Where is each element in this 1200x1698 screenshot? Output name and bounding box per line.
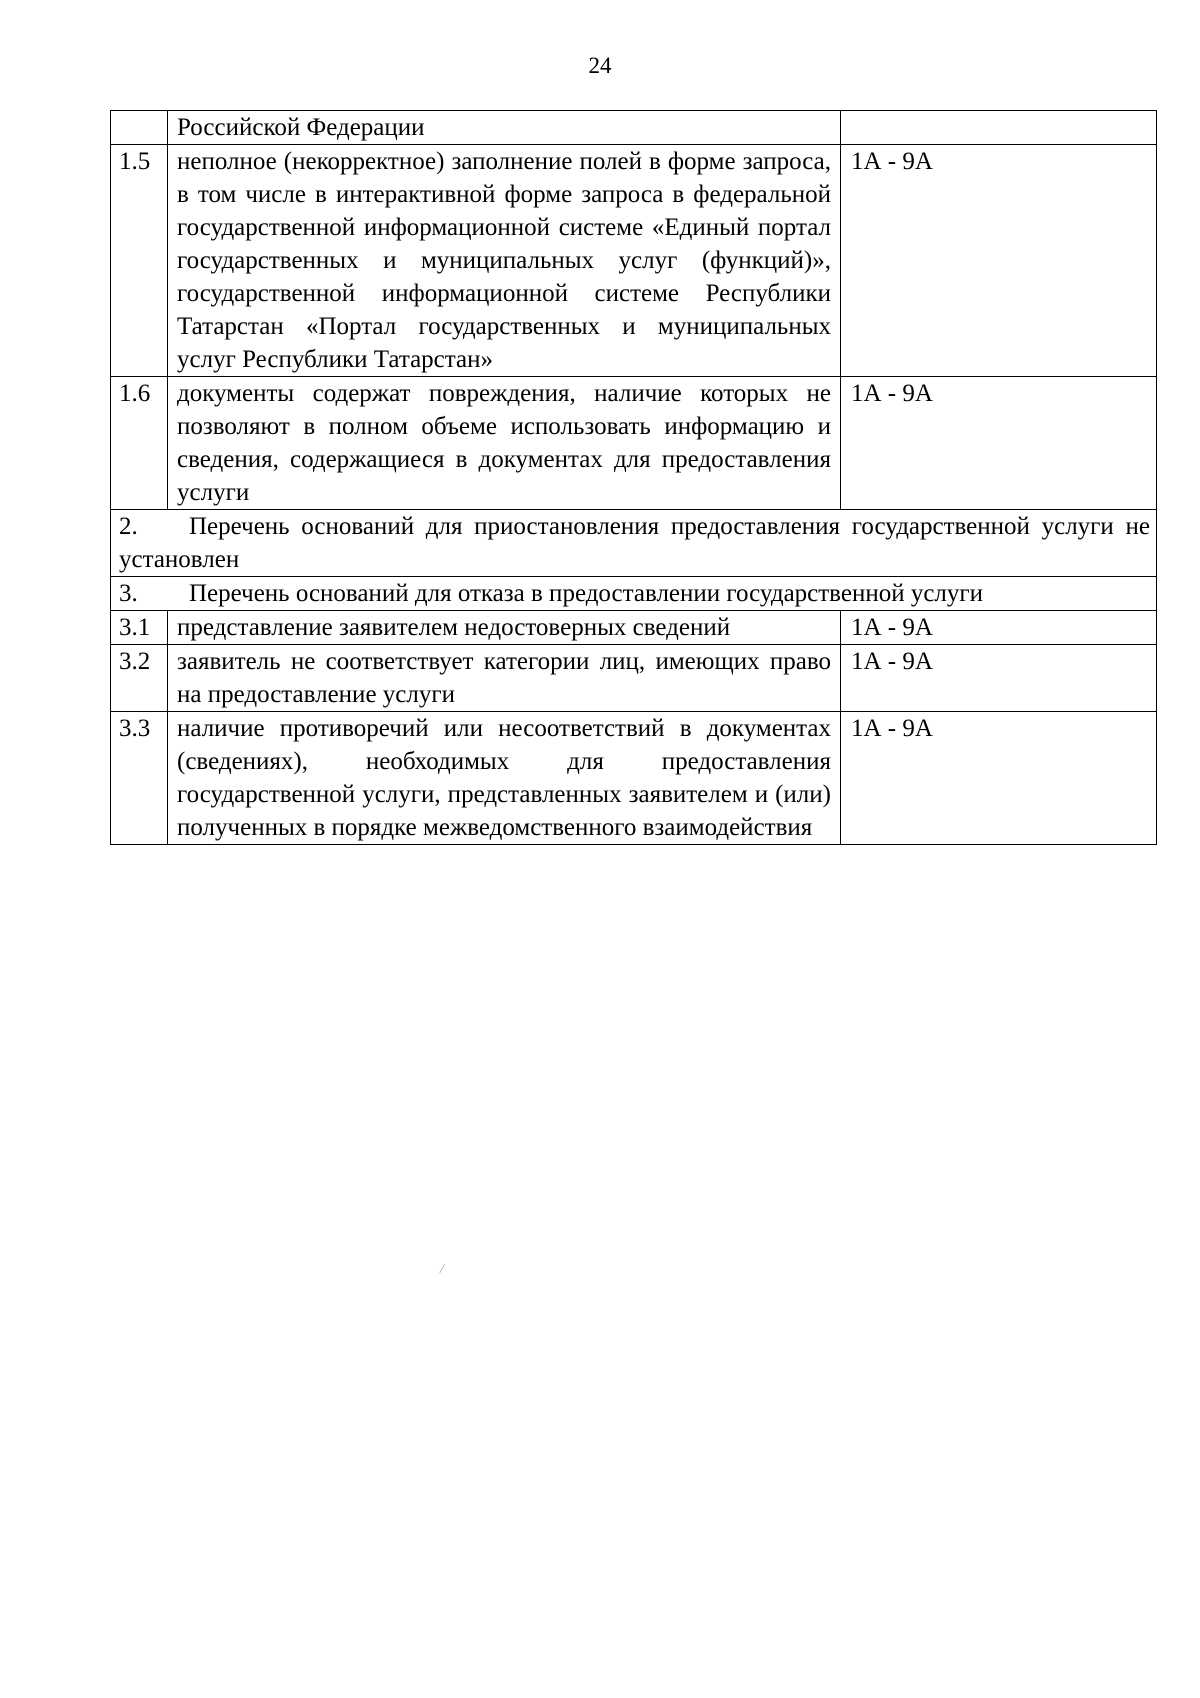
row-number: 3.1	[111, 611, 168, 645]
section-number: 3.	[119, 580, 138, 607]
row-description: Российской Федерации	[168, 111, 841, 145]
table-row	[111, 111, 1157, 145]
row-code: 1А - 9А	[841, 145, 1157, 377]
section-heading	[111, 510, 1157, 577]
row-code: 1А - 9А	[841, 712, 1157, 845]
section-text: Перечень оснований для приостановления предоставления государственной услуги не установлен	[119, 513, 1150, 573]
table-row	[111, 712, 1157, 845]
table-row	[111, 377, 1157, 510]
row-code: 1А - 9А	[841, 377, 1157, 510]
row-number: 1.5	[111, 145, 168, 377]
row-description: наличие противоречий или несоответствий в документах (сведениях), необходимых для предоставления государственной услуги, представленных заявителем и (или) полученных в порядке межведомственного взаимодействия	[168, 712, 841, 845]
section-row	[111, 510, 1157, 577]
section-number: 2.	[119, 513, 138, 540]
row-code: 1А - 9А	[841, 645, 1157, 712]
row-code	[841, 111, 1157, 145]
row-description: документы содержат повреждения, наличие которых не позволяют в полном объеме использовать информацию и сведения, содержащиеся в документах для предоставления услуги	[168, 377, 841, 510]
row-description: заявитель не соответствует категории лиц, имеющих право на предоставление услуги	[168, 645, 841, 712]
section-text: Перечень оснований для отказа в предоставлении государственной услуги	[189, 580, 984, 607]
row-description: неполное (некорректное) заполнение полей в форме запроса, в том числе в интерактивной форме запроса в федеральной государственной информационной системе «Единый портал государственных и муниципальных услуг (функций)», государственной информационной системе Республики Татарстан «Портал государственных и муниципальных услуг Республики Татарстан»	[168, 145, 841, 377]
grounds-table	[110, 110, 1157, 845]
section-heading	[111, 577, 1157, 611]
table-row	[111, 611, 1157, 645]
row-number: 1.6	[111, 377, 168, 510]
row-code: 1А - 9А	[841, 611, 1157, 645]
table-row	[111, 645, 1157, 712]
row-description: представление заявителем недостоверных сведений	[168, 611, 841, 645]
row-number: 3.2	[111, 645, 168, 712]
scan-speck: /	[440, 1262, 444, 1277]
page-number: 24	[588, 53, 612, 78]
table-row	[111, 145, 1157, 377]
section-row	[111, 577, 1157, 611]
row-number: 3.3	[111, 712, 168, 845]
row-number	[111, 111, 168, 145]
